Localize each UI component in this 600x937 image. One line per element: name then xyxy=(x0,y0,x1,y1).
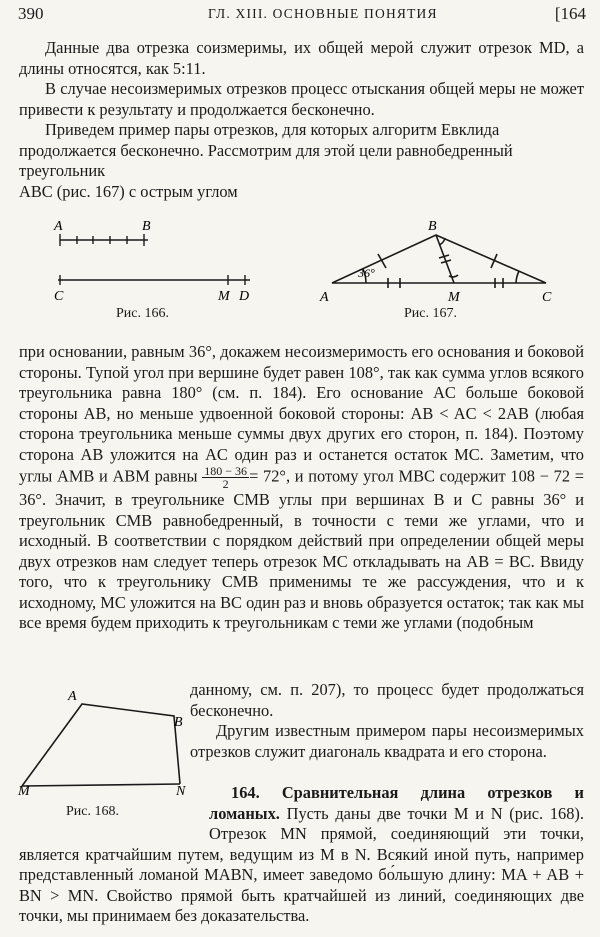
label-n: N xyxy=(176,784,186,796)
paragraph-example: Приведем пример пары отрезков, для которых алгоритм Евклида продолжается бесконечно. Рассмотрим для этой цели равнобедренный треугольник xyxy=(19,120,513,180)
section-marker: [164 xyxy=(554,4,586,23)
paragraph-section-164 xyxy=(19,783,584,927)
fraction-denominator: 2 xyxy=(222,477,229,491)
caption-166: Рис. 166. xyxy=(116,306,169,321)
fraction-numerator: 180 − 36 xyxy=(204,464,248,478)
label-a: A xyxy=(320,290,329,305)
figure-166 xyxy=(40,218,270,304)
section-text: Пусть даны две точки M и N (рис. 168). Отрезок MN прямой, соединяющий эти точки, является кратчайшим путем, ведущим из M в N. Всякий иной путь, например представленный ломаной MABN, имеет заведомо бо́льшую длину: MA + AB + BN > MN. Свойство прямой быть кратчайшей из линий, соединяющих две точки, мы принимаем без доказательства. xyxy=(19,803,584,925)
proof-text: при основании, равным 36°, докажем несоизмеримость его основания и боковой стороны. Тупой угол при вершине будет равен 108°, так как сумма углов всякого треугольника равна 180° (см. п. 184). Его основание AC больше боковой стороны AB, но меньше удвоенной боковой стороны: AB < AC < 2AB (любая сторона треугольника меньше суммы двух других его сторон, п. 184). Поэтому сторона AB уложится на AC один раз и останется остаток MC. Заметим, что углы AMB и ABM равны xyxy=(19,342,584,486)
section-heading: 164. Сравнительная длина отрезков и ломаных. xyxy=(209,783,584,823)
figure-wrap-spacer xyxy=(19,783,209,843)
text-block-right xyxy=(190,680,584,762)
text-block-middle xyxy=(19,342,584,634)
paragraph-diagonal: Другим известным примером пары несоизмеримых отрезков служит диагональ квадрата и его сторона. xyxy=(190,721,584,761)
label-c: C xyxy=(54,289,64,304)
label-m: M xyxy=(18,784,30,796)
polyline-mabn xyxy=(22,704,180,786)
paragraph-proof xyxy=(19,342,584,634)
label-b: B xyxy=(428,219,437,234)
fraction xyxy=(202,465,249,490)
label-a: A xyxy=(68,689,77,704)
page-number: 390 xyxy=(18,4,44,23)
caption-167: Рис. 167. xyxy=(404,306,457,321)
proof-continuation: и потому угол MBC содержит 108 − 72 = 36°. Значит, в треугольнике CMB углы при вершинах B и C равны 36° и треугольник CMB равнобедренный, в точности с теми же углами, что и исходный. В соответствии с порядком действий при определении общей меры двух отрезков нам следует теперь отрезок MC откладывать на AB = BC. Ввиду того, что к треугольнику CMB применимы те же рассуждения, что и к исходному, MC уложится на BC один раз и вновь образуется остаток; так как мы все время будем приходить к треугольникам с теми же углами (подобным xyxy=(19,466,584,632)
angle-label: 36° xyxy=(358,266,375,280)
label-b: B xyxy=(174,715,183,730)
paragraph-commensurable: Данные два отрезка соизмеримы, их общей мерой служит отрезок MD, а длины относятся, как 5:11. xyxy=(19,38,584,78)
paragraph-example-end: ABC (рис. 167) с острым углом xyxy=(19,181,238,201)
label-m: M xyxy=(448,290,460,305)
label-a: A xyxy=(54,219,63,234)
running-title: ГЛ. XIII. ОСНОВНЫЕ ПОНЯТИЯ xyxy=(208,6,438,21)
paragraph-incommensurable: В случае несоизмеримых отрезков процесс отыскания общей меры не может привести к результату и продолжается бесконечно. xyxy=(19,79,584,119)
label-c: C xyxy=(542,290,552,305)
fraction-result: = 72°, xyxy=(249,466,291,486)
paragraph-proof-end: данному, см. п. 207), то процесс будет продолжаться бесконечно. xyxy=(190,680,584,720)
label-m: M xyxy=(218,289,230,304)
figure-168 xyxy=(16,688,196,796)
label-b: B xyxy=(142,219,151,234)
running-header xyxy=(18,4,586,26)
caption-168: Рис. 168. xyxy=(66,804,119,819)
label-d: D xyxy=(239,289,250,304)
figure-167 xyxy=(314,215,564,305)
text-block-section xyxy=(19,783,584,927)
text-block-top xyxy=(19,38,584,202)
